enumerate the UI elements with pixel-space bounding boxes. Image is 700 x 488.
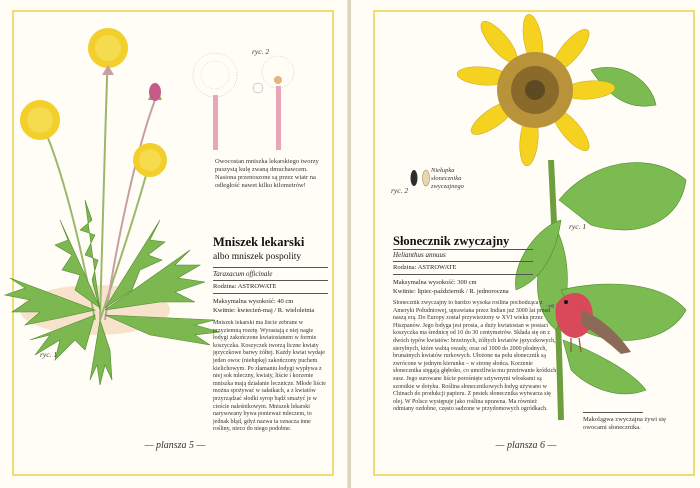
species-title: Słonecznik zwyczajny	[393, 234, 510, 248]
species-description: Mniszek lekarski ma liście zebrane w przyziemną rozetę. Wyrastają z niej nagie łodygi zakończone kwiatostanem w formie koszyczka. Koszyczek tworzą liczne kwiaty języczkowe barwy żółtej. Każdy kwiat wydaje jeden owoc (niełupkę) zakończony puchem kielichowym. Po złamaniu łodygi wypływa z niej sok mleczny, kwiaty, liście i korzenie mniszka mają działanie lecznicze. Młode liście można spożywać w sałatkach, a z kwiatów przyrządzać słodki syrop bądź smażyć je w cieście naleśnikowym. Mniszek lekarski narysowany bywa ponieważ mleczem, to jednak błąd, gdyż nazwa ta oznacza inne rośliny, nieco do niego podobne.	[213, 320, 326, 433]
plate-number: — plansza 6 —	[495, 440, 557, 451]
seedhead-caption: Owocostan mniszka lekarskiego tworzy puszystą kulę zwaną dmuchawcem. Nasiona przenoszone są przez wiatr na odległość nawet kilku kilometrów!	[215, 158, 319, 189]
left-page	[0, 0, 349, 488]
latin-rule	[213, 280, 328, 281]
right-page	[351, 0, 700, 488]
figure-1-label: ryc. 1	[569, 222, 587, 231]
species-subtitle: albo mniszek pospolity	[213, 252, 302, 262]
figure-1-label: ryc. 1	[40, 350, 58, 359]
header-rule	[213, 267, 328, 268]
blooming-period: Kwitnie: lipiec-październik / R. jednoroczna	[393, 288, 509, 295]
bird-caption-rule	[583, 412, 643, 413]
family-rule	[393, 274, 533, 275]
max-height: Maksymalna wysokość: 300 cm	[393, 279, 477, 286]
latin-name: Helianthus annuus	[393, 251, 446, 259]
blooming-period: Kwitnie: kwiecień-maj / R. wieloletnia	[213, 307, 315, 314]
family-label: Rodzina: ASTROWATE	[213, 283, 277, 290]
header-rule	[393, 249, 533, 250]
family-label: Rodzina: ASTROWATE	[393, 264, 457, 271]
figure-2-label: ryc. 2	[252, 47, 270, 56]
species-description: Słonecznik zwyczajny to bardzo wysoka roślina pochodząca z Ameryki Południowej, uprawiana przez Indian już 3000 lat przed naszą erą. Do Europy został przywieziony w XVI wieku przez Hiszpanów. Jego łodyga jest prosta, a duży kwiatostan w postaci koszyczka ma średnicę od 10 do 30 centymetrów. Składa się on z dwóch typów kwiatów: brzeżnych, żółtych kwiatów języczkowych, sterylnych, które wabią owady, oraz od 1000 do 2000 płodnych, brunatnych kwiatów rurkowych. Ułożone na polu słonecznik są zwrócone w jednym kierunku – w stronę słońca. Korzenie słonecznika sięgają głęboko, co umożliwia mu przetrwanie krótkich susz. Jego surowane liście porośnięte sztywnymi włoskami są szorstkie w dotyku. Roślina słonecznikowych łodyg używano w Chinach do produkcji papieru. Z pestek słonecznika wytwarza się olej. W Polsce występuje jako roślina uprawna. Ma również odmiany ozdobne, często sadzone w przydomowych ogródkach.	[393, 300, 557, 413]
latin-rule	[393, 261, 533, 262]
max-height: Maksymalna wysokość: 40 cm	[213, 298, 294, 305]
bird-caption: Makolągwa zwyczajna żywi się owocami słonecznika.	[583, 416, 666, 431]
seed-caption: Niełupka słonecznika zwyczajnego	[431, 167, 464, 190]
species-title: Mniszek lekarski	[213, 235, 305, 249]
family-rule	[213, 293, 328, 294]
latin-name: Taraxacum officinale	[213, 270, 273, 278]
dandelion-seedheads-illustration	[190, 40, 300, 150]
figure-2-label: ryc. 2	[391, 186, 409, 195]
plate-number: — plansza 5 —	[144, 440, 206, 451]
